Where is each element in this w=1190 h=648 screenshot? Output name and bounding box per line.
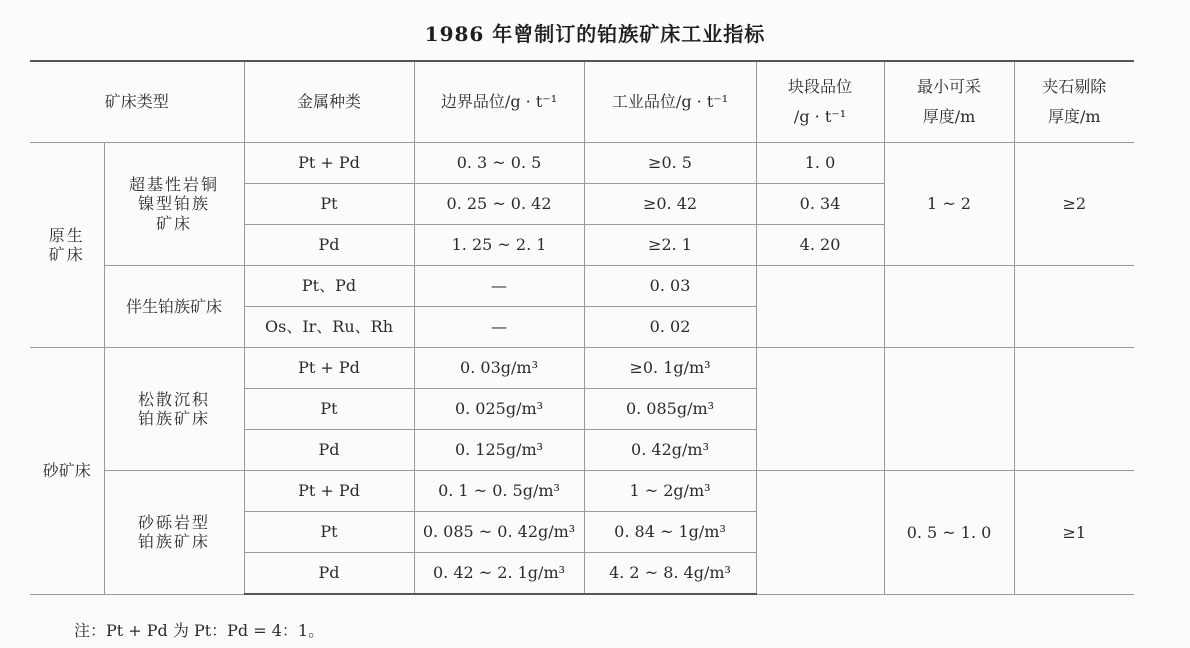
cell-cutoff: 0. 125g/m³ bbox=[414, 430, 584, 471]
subgroup-associated: 伴生铂族矿床 bbox=[104, 266, 244, 348]
table-title: 1986 年曾制订的铂族矿床工业指标 bbox=[424, 22, 766, 46]
header-waste-thickness-line2: 厚度/m bbox=[1047, 107, 1101, 126]
cell-metal: Pt、Pd bbox=[244, 266, 414, 307]
group-primary-line1: 原生 bbox=[48, 225, 85, 245]
cell-cutoff: 0. 085 ~ 0. 42g/m³ bbox=[414, 512, 584, 553]
cell-industrial: 0. 84 ~ 1g/m³ bbox=[584, 512, 756, 553]
header-min-thickness-line1: 最小可采 bbox=[917, 76, 982, 96]
cell-cutoff: 1. 25 ~ 2. 1 bbox=[414, 225, 584, 266]
subgroup-loose-line2: 铂族矿床 bbox=[138, 409, 211, 428]
cell-block-empty bbox=[756, 471, 884, 595]
cell-cutoff: — bbox=[414, 307, 584, 348]
cell-industrial: 0. 02 bbox=[584, 307, 756, 348]
header-cutoff-grade: 边界品位/g · t⁻¹ bbox=[414, 61, 584, 143]
header-min-thickness-line2: 厚度/m bbox=[922, 107, 976, 126]
cell-metal: Pd bbox=[244, 225, 414, 266]
subgroup-loose-line1: 松散沉积 bbox=[138, 389, 211, 409]
cell-block-empty bbox=[756, 348, 884, 471]
cell-waste-thickness-ultrabasic: ≥2 bbox=[1014, 143, 1134, 266]
cell-metal: Pt + Pd bbox=[244, 143, 414, 184]
header-block-grade-line2: /g · t⁻¹ bbox=[793, 107, 847, 126]
cell-cutoff: 0. 25 ~ 0. 42 bbox=[414, 184, 584, 225]
cell-industrial: ≥0. 1g/m³ bbox=[584, 348, 756, 389]
cell-min-thickness-empty bbox=[884, 348, 1014, 471]
cell-min-thickness-ultrabasic: 1 ~ 2 bbox=[884, 143, 1014, 266]
cell-block: 4. 20 bbox=[756, 225, 884, 266]
cell-cutoff: 0. 025g/m³ bbox=[414, 389, 584, 430]
cell-waste-thickness-empty bbox=[1014, 266, 1134, 348]
cell-industrial: 1 ~ 2g/m³ bbox=[584, 471, 756, 512]
cell-industrial: 4. 2 ~ 8. 4g/m³ bbox=[584, 553, 756, 595]
cell-cutoff: 0. 42 ~ 2. 1g/m³ bbox=[414, 553, 584, 595]
cell-metal: Pd bbox=[244, 553, 414, 595]
table-note: 注：Pt + Pd 为 Pt：Pd = 4：1。 bbox=[74, 621, 325, 640]
subgroup-conglomerate-line1: 砂砾岩型 bbox=[138, 513, 211, 533]
cell-metal: Pt + Pd bbox=[244, 471, 414, 512]
header-deposit-type: 矿床类型 bbox=[30, 61, 244, 143]
cell-waste-thickness-empty bbox=[1014, 348, 1134, 471]
subgroup-ultrabasic-line3: 矿床 bbox=[156, 213, 193, 233]
cell-waste-thickness-conglomerate: ≥1 bbox=[1014, 471, 1134, 595]
cell-block: 0. 34 bbox=[756, 184, 884, 225]
cell-min-thickness-conglomerate: 0. 5 ~ 1. 0 bbox=[884, 471, 1014, 595]
cell-industrial: 0. 03 bbox=[584, 266, 756, 307]
header-block-grade-line1: 块段品位 bbox=[788, 76, 853, 96]
cell-metal: Os、Ir、Ru、Rh bbox=[244, 307, 414, 348]
table-row bbox=[30, 471, 1134, 512]
group-primary-line2: 矿床 bbox=[48, 245, 85, 264]
subgroup-conglomerate bbox=[104, 471, 244, 595]
cell-industrial: 0. 42g/m³ bbox=[584, 430, 756, 471]
group-primary bbox=[30, 143, 104, 348]
cell-min-thickness-empty bbox=[884, 266, 1014, 348]
cell-metal: Pt bbox=[244, 184, 414, 225]
cell-block: 1. 0 bbox=[756, 143, 884, 184]
cell-metal: Pt bbox=[244, 512, 414, 553]
table-row bbox=[30, 143, 1134, 184]
header-metal: 金属种类 bbox=[244, 61, 414, 143]
group-placer: 砂矿床 bbox=[30, 348, 104, 595]
header-min-thickness bbox=[884, 61, 1014, 143]
cell-metal: Pt bbox=[244, 389, 414, 430]
cell-cutoff: — bbox=[414, 266, 584, 307]
subgroup-loose bbox=[104, 348, 244, 471]
table-row bbox=[30, 266, 1134, 307]
table-row bbox=[30, 348, 1134, 389]
header-industrial-grade: 工业品位/g · t⁻¹ bbox=[584, 61, 756, 143]
cell-industrial: ≥2. 1 bbox=[584, 225, 756, 266]
cell-metal: Pd bbox=[244, 430, 414, 471]
header-waste-thickness bbox=[1014, 61, 1134, 143]
cell-cutoff: 0. 1 ~ 0. 5g/m³ bbox=[414, 471, 584, 512]
cell-industrial: ≥0. 42 bbox=[584, 184, 756, 225]
header-row bbox=[30, 61, 1134, 143]
subgroup-ultrabasic-line1: 超基性岩铜 bbox=[129, 175, 220, 195]
subgroup-conglomerate-line2: 铂族矿床 bbox=[138, 532, 211, 552]
cell-metal: Pt + Pd bbox=[244, 348, 414, 389]
header-waste-thickness-line1: 夹石剔除 bbox=[1042, 76, 1107, 96]
cell-industrial: 0. 085g/m³ bbox=[584, 389, 756, 430]
cell-cutoff: 0. 03g/m³ bbox=[414, 348, 584, 389]
cell-block-empty bbox=[756, 266, 884, 348]
cell-cutoff: 0. 3 ~ 0. 5 bbox=[414, 143, 584, 184]
cell-industrial: ≥0. 5 bbox=[584, 143, 756, 184]
subgroup-ultrabasic-line2: 镍型铂族 bbox=[138, 194, 211, 214]
ore-index-table bbox=[30, 60, 1134, 595]
header-block-grade bbox=[756, 61, 884, 143]
subgroup-ultrabasic bbox=[104, 143, 244, 266]
